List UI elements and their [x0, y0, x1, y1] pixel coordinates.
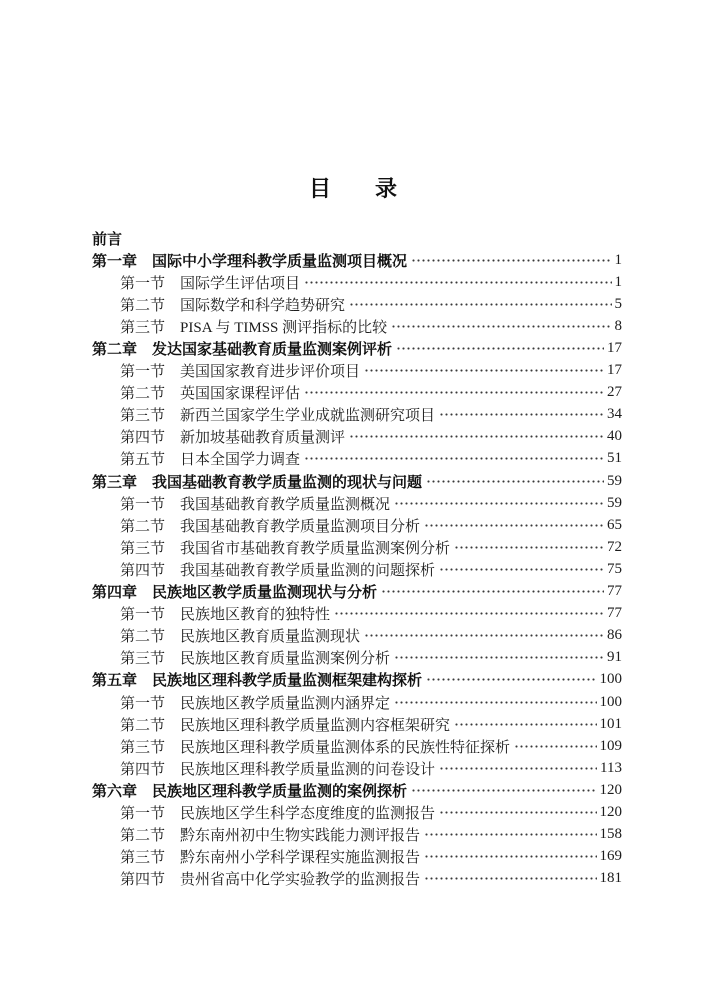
toc-entry: [92, 249, 622, 271]
dot-leader: [394, 651, 604, 664]
toc-entry: [92, 603, 622, 625]
toc-entry-page: 101: [599, 715, 622, 732]
toc-entry-title: 我国基础教育教学质量监测概况: [180, 496, 391, 513]
toc-entry-label: 第二节: [120, 717, 166, 734]
toc-entry-title: 民族地区理科教学质量监测的问卷设计: [180, 761, 436, 778]
dot-leader: [391, 320, 611, 333]
dot-leader: [381, 585, 604, 598]
dot-leader: [349, 430, 604, 443]
dot-leader: [439, 563, 604, 576]
toc-entry-page: 59: [607, 494, 622, 511]
toc-entry-page: 120: [599, 781, 622, 798]
toc-list: [92, 227, 622, 890]
toc-entry-label: 第二节: [120, 297, 166, 314]
toc-entry-title: 我国基础教育教学质量监测的现状与问题: [152, 473, 423, 491]
toc-entry-page: 100: [599, 671, 622, 688]
toc-entry-label: 第四节: [120, 562, 166, 579]
toc-entry-title: 民族地区理科教学质量监测框架建构探析: [152, 672, 423, 690]
toc-entry-title: PISA 与 TIMSS 测评指标的比较: [180, 319, 388, 336]
toc-entry-page: 17: [607, 362, 622, 379]
toc-entry: [92, 691, 622, 713]
toc-entry-label: 第一节: [120, 607, 166, 624]
dot-leader: [394, 497, 604, 510]
toc-entry-page: 1: [614, 251, 622, 268]
toc-entry: [92, 824, 622, 846]
toc-entry-page: 181: [599, 870, 622, 887]
dot-leader: [424, 850, 596, 863]
toc-entry-label: 第三节: [120, 850, 166, 867]
toc-entry: [92, 801, 622, 823]
dot-leader: [304, 452, 604, 465]
toc-entry-title: 民族地区教学质量监测内涵界定: [180, 695, 391, 712]
dot-leader: [394, 696, 596, 709]
toc-entry-title: 发达国家基础教育质量监测案例评析: [152, 341, 393, 359]
dot-leader: [439, 408, 604, 421]
dot-leader: [396, 342, 604, 355]
toc-entry-label: 第三节: [120, 319, 166, 336]
dot-leader: [439, 806, 596, 819]
toc-entry-title: 民族地区理科教学质量监测体系的民族性特征探析: [180, 739, 511, 756]
toc-entry-page: 120: [599, 803, 622, 820]
toc-entry-page: 86: [607, 627, 622, 644]
toc-entry-title: 民族地区学生科学态度维度的监测报告: [180, 805, 436, 822]
toc-entry-page: 34: [607, 406, 622, 423]
toc-entry-title: 日本全国学力调查: [180, 452, 301, 469]
toc-entry-page: 158: [599, 826, 622, 843]
toc-entry-title: 我国基础教育教学质量监测项目分析: [180, 518, 421, 535]
toc-entry-page: 59: [607, 472, 622, 489]
toc-entry-label: 第四节: [120, 761, 166, 778]
toc-entry-label: 第四章: [92, 584, 138, 602]
toc-entry: [92, 271, 622, 293]
toc-entry: [92, 735, 622, 757]
toc-entry-label: 第二节: [120, 386, 166, 403]
toc-entry-label: 第一节: [120, 364, 166, 381]
toc-entry: [92, 647, 622, 669]
toc-entry-label: 前言: [92, 230, 123, 248]
toc-entry-label: 第一节: [120, 275, 166, 292]
toc-entry: [92, 846, 622, 868]
toc-entry: [92, 470, 622, 492]
toc-entry-page: 1: [614, 273, 622, 290]
toc-entry-label: 第四节: [120, 872, 166, 889]
toc-entry-title: 贵州省高中化学实验教学的监测报告: [180, 872, 421, 889]
toc-entry: [92, 713, 622, 735]
toc-entry-page: 91: [607, 649, 622, 666]
toc-entry: [92, 625, 622, 647]
toc-entry-title: 民族地区教育的独特性: [180, 607, 331, 624]
page-title: 目 录: [308, 176, 397, 201]
toc-entry-label: 第三节: [120, 540, 166, 557]
toc-entry-label: 第一节: [120, 805, 166, 822]
toc-entry: [92, 426, 622, 448]
dot-leader: [426, 673, 596, 686]
toc-entry-page: 8: [614, 317, 622, 334]
toc-entry-label: 第二节: [120, 629, 166, 646]
toc-entry-page: 17: [607, 340, 622, 357]
toc-entry: [92, 315, 622, 337]
toc-entry-title: 黔东南州初中生物实践能力测评报告: [180, 828, 421, 845]
toc-entry: [92, 669, 622, 691]
toc-entry-page: 100: [599, 693, 622, 710]
toc-entry-title: 民族地区教育质量监测案例分析: [180, 651, 391, 668]
toc-entry-label: 第三节: [120, 739, 166, 756]
toc-entry-page: 5: [614, 295, 622, 312]
toc-entry: [92, 581, 622, 603]
dot-leader: [334, 607, 604, 620]
toc-entry-title: 民族地区教育质量监测现状: [180, 629, 361, 646]
toc-entry-label: 第二节: [120, 828, 166, 845]
toc-entry-title: 国际数学和科学趋势研究: [180, 297, 346, 314]
toc-entry-title: 国际学生评估项目: [180, 275, 301, 292]
dot-leader: [439, 762, 597, 775]
toc-entry-page: 72: [607, 538, 622, 555]
toc-entry-page: 77: [607, 605, 622, 622]
toc-entry-page: 109: [599, 737, 622, 754]
toc-entry: [92, 293, 622, 315]
toc-entry-label: 第六章: [92, 782, 138, 800]
dot-leader: [514, 740, 596, 753]
toc-entry-page: 77: [607, 583, 622, 600]
dot-leader: [424, 828, 596, 841]
toc-entry: [92, 448, 622, 470]
toc-entry: [92, 492, 622, 514]
toc-entry-label: 第四节: [120, 430, 166, 447]
toc-entry-title: 黔东南州小学科学课程实施监测报告: [180, 850, 421, 867]
dot-leader: [424, 872, 596, 885]
toc-entry: [92, 404, 622, 426]
toc-entry: [92, 779, 622, 801]
toc-entry-title: 新西兰国家学生学业成就监测研究项目: [180, 408, 436, 425]
toc-entry-label: 第二节: [120, 518, 166, 535]
toc-entry-title: 民族地区教学质量监测现状与分析: [152, 584, 378, 602]
toc-entry: [92, 382, 622, 404]
toc-entry-label: 第一节: [120, 695, 166, 712]
dot-leader: [364, 629, 604, 642]
toc-entry-title: 民族地区理科教学质量监测内容框架研究: [180, 717, 451, 734]
toc-entry-label: 第三节: [120, 651, 166, 668]
dot-leader: [454, 541, 604, 554]
toc-entry-label: 第五节: [120, 452, 166, 469]
toc-entry-label: 第一节: [120, 496, 166, 513]
dot-leader: [364, 364, 604, 377]
toc-entry-label: 第二章: [92, 341, 138, 359]
toc-entry: [92, 536, 622, 558]
toc-entry-title: 我国省市基础教育教学质量监测案例分析: [180, 540, 451, 557]
toc-entry: [92, 558, 622, 580]
toc-entry: [92, 360, 622, 382]
dot-leader: [349, 298, 611, 311]
dot-leader: [426, 475, 604, 488]
toc-entry-page: 27: [607, 384, 622, 401]
toc-entry: [92, 514, 622, 536]
toc-entry-title: 美国国家教育进步评价项目: [180, 364, 361, 381]
dot-leader: [454, 718, 596, 731]
dot-leader: [304, 386, 604, 399]
toc-entry-title: 新加坡基础教育质量测评: [180, 430, 346, 447]
toc-entry-page: 40: [607, 428, 622, 445]
toc-entry-title: 我国基础教育教学质量监测的问题探析: [180, 562, 436, 579]
toc-entry: [92, 868, 622, 890]
toc-entry-page: 113: [600, 759, 622, 776]
toc-entry: [92, 757, 622, 779]
toc-entry-label: 第五章: [92, 672, 138, 690]
dot-leader: [304, 276, 611, 289]
dot-leader: [411, 784, 596, 797]
toc-entry-page: 75: [607, 560, 622, 577]
toc-entry-label: 第三节: [120, 408, 166, 425]
toc-entry: [92, 227, 622, 249]
dot-leader: [424, 519, 604, 532]
toc-entry-label: 第一章: [92, 252, 138, 270]
toc-entry-label: 第三章: [92, 473, 138, 491]
toc-entry-page: 169: [599, 848, 622, 865]
toc-entry-page: 65: [607, 516, 622, 533]
dot-leader: [411, 254, 611, 267]
toc-entry-title: 民族地区理科教学质量监测的案例探析: [152, 782, 408, 800]
toc-entry-title: 国际中小学理科教学质量监测项目概况: [152, 252, 408, 270]
toc-entry: [92, 337, 622, 359]
toc-entry-title: 英国国家课程评估: [180, 386, 301, 403]
toc-entry-page: 51: [607, 450, 622, 467]
